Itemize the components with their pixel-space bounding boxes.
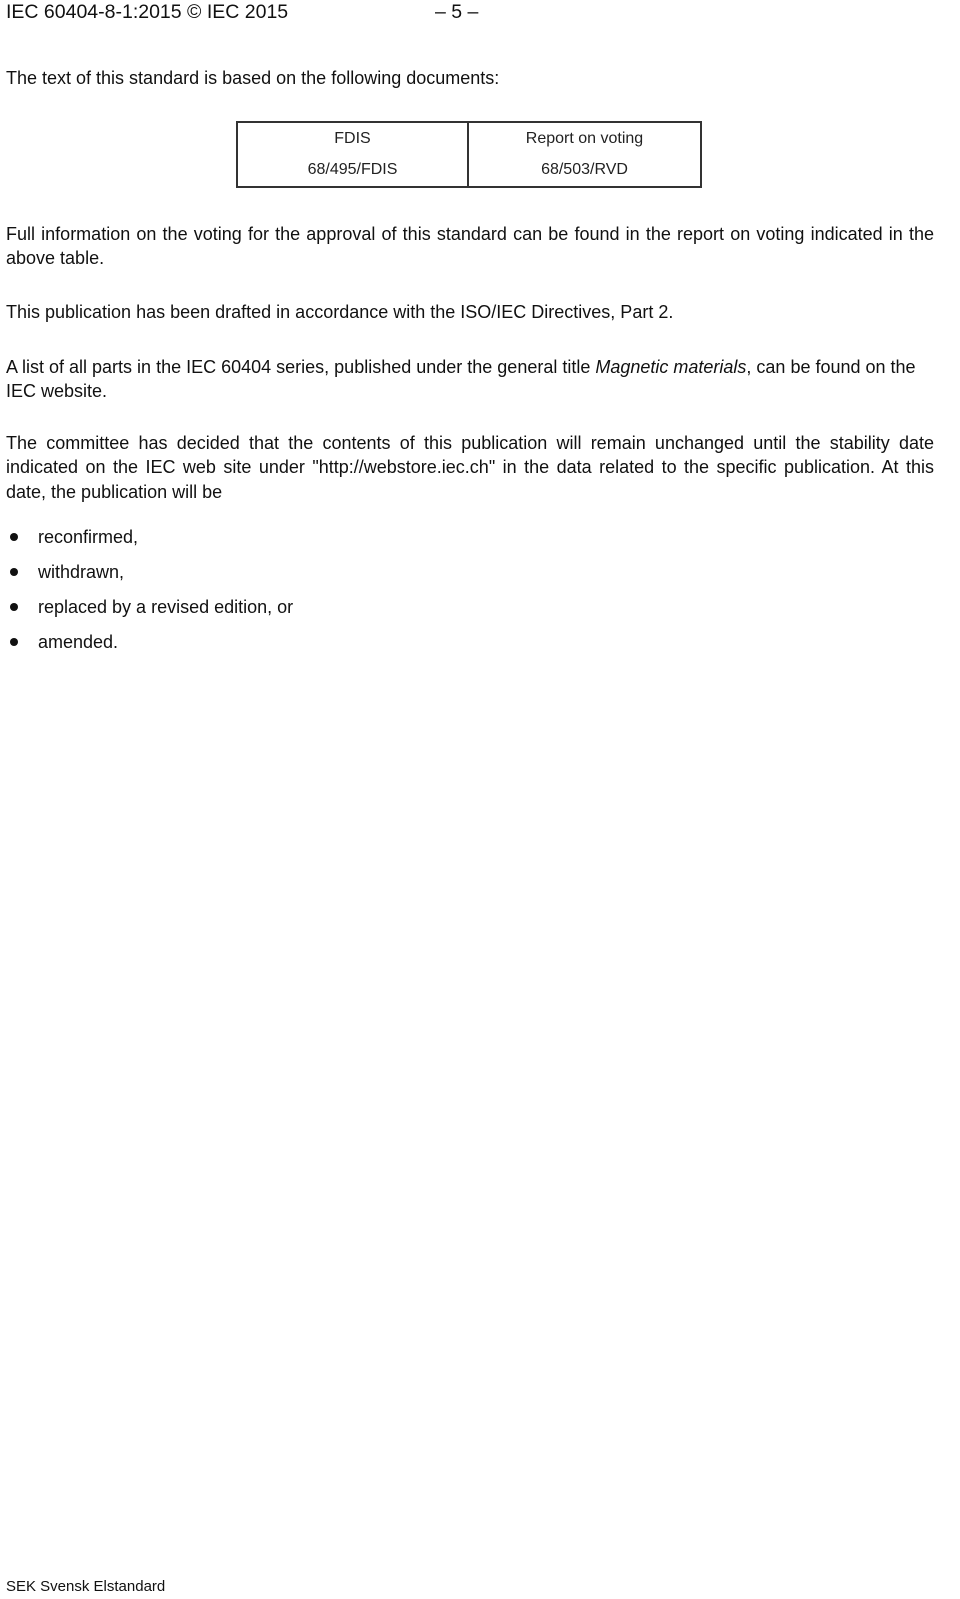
series-list-text-before: A list of all parts in the IEC 60404 series, published under the general title	[6, 357, 596, 377]
documents-table	[236, 121, 702, 188]
drafted-paragraph: This publication has been drafted in accordance with the ISO/IEC Directives, Part 2.	[6, 302, 674, 322]
page-number: – 5 –	[435, 1, 479, 23]
bullet-icon	[10, 638, 18, 646]
bullet-icon	[10, 568, 18, 576]
bullet-icon	[10, 603, 18, 611]
intro-text: The text of this standard is based on the following documents:	[6, 68, 500, 88]
table-cell-fdis-number: 68/495/FDIS	[238, 155, 469, 187]
list-item-label: withdrawn,	[38, 562, 125, 582]
voting-info-paragraph: Full information on the voting for the approval of this standard can be found in the report on voting indicated in the above table.	[6, 224, 934, 269]
list-item	[0, 594, 900, 629]
publication-outcome-list	[0, 524, 900, 664]
page-header	[6, 0, 606, 28]
page-footer: SEK Svensk Elstandard	[6, 1578, 166, 1595]
standard-id: IEC 60404-8-1:2015 © IEC 2015	[6, 1, 289, 23]
table-cell-rvd-number: 68/503/RVD	[541, 161, 628, 179]
list-item-label: amended.	[38, 632, 119, 652]
series-general-title: Magnetic materials	[595, 357, 747, 377]
bullet-icon	[10, 533, 18, 541]
list-item-label: reconfirmed,	[38, 527, 139, 547]
table-header-fdis: FDIS	[238, 123, 469, 155]
list-item	[0, 524, 900, 559]
table-header-report-on-voting: Report on voting	[525, 129, 644, 147]
list-item	[0, 559, 900, 594]
committee-paragraph: The committee has decided that the contents of this publication will remain unchanged until the stability date indicated on the IEC web site under "http://webstore.iec.ch" in the data related to the specific publication. At this date, the publication will be	[6, 433, 934, 502]
list-item-label: replaced by a revised edition, or	[38, 597, 294, 617]
series-list-paragraph	[6, 355, 934, 404]
list-item	[0, 629, 900, 664]
series-list-text-after: , can be found on the IEC website.	[6, 357, 916, 402]
